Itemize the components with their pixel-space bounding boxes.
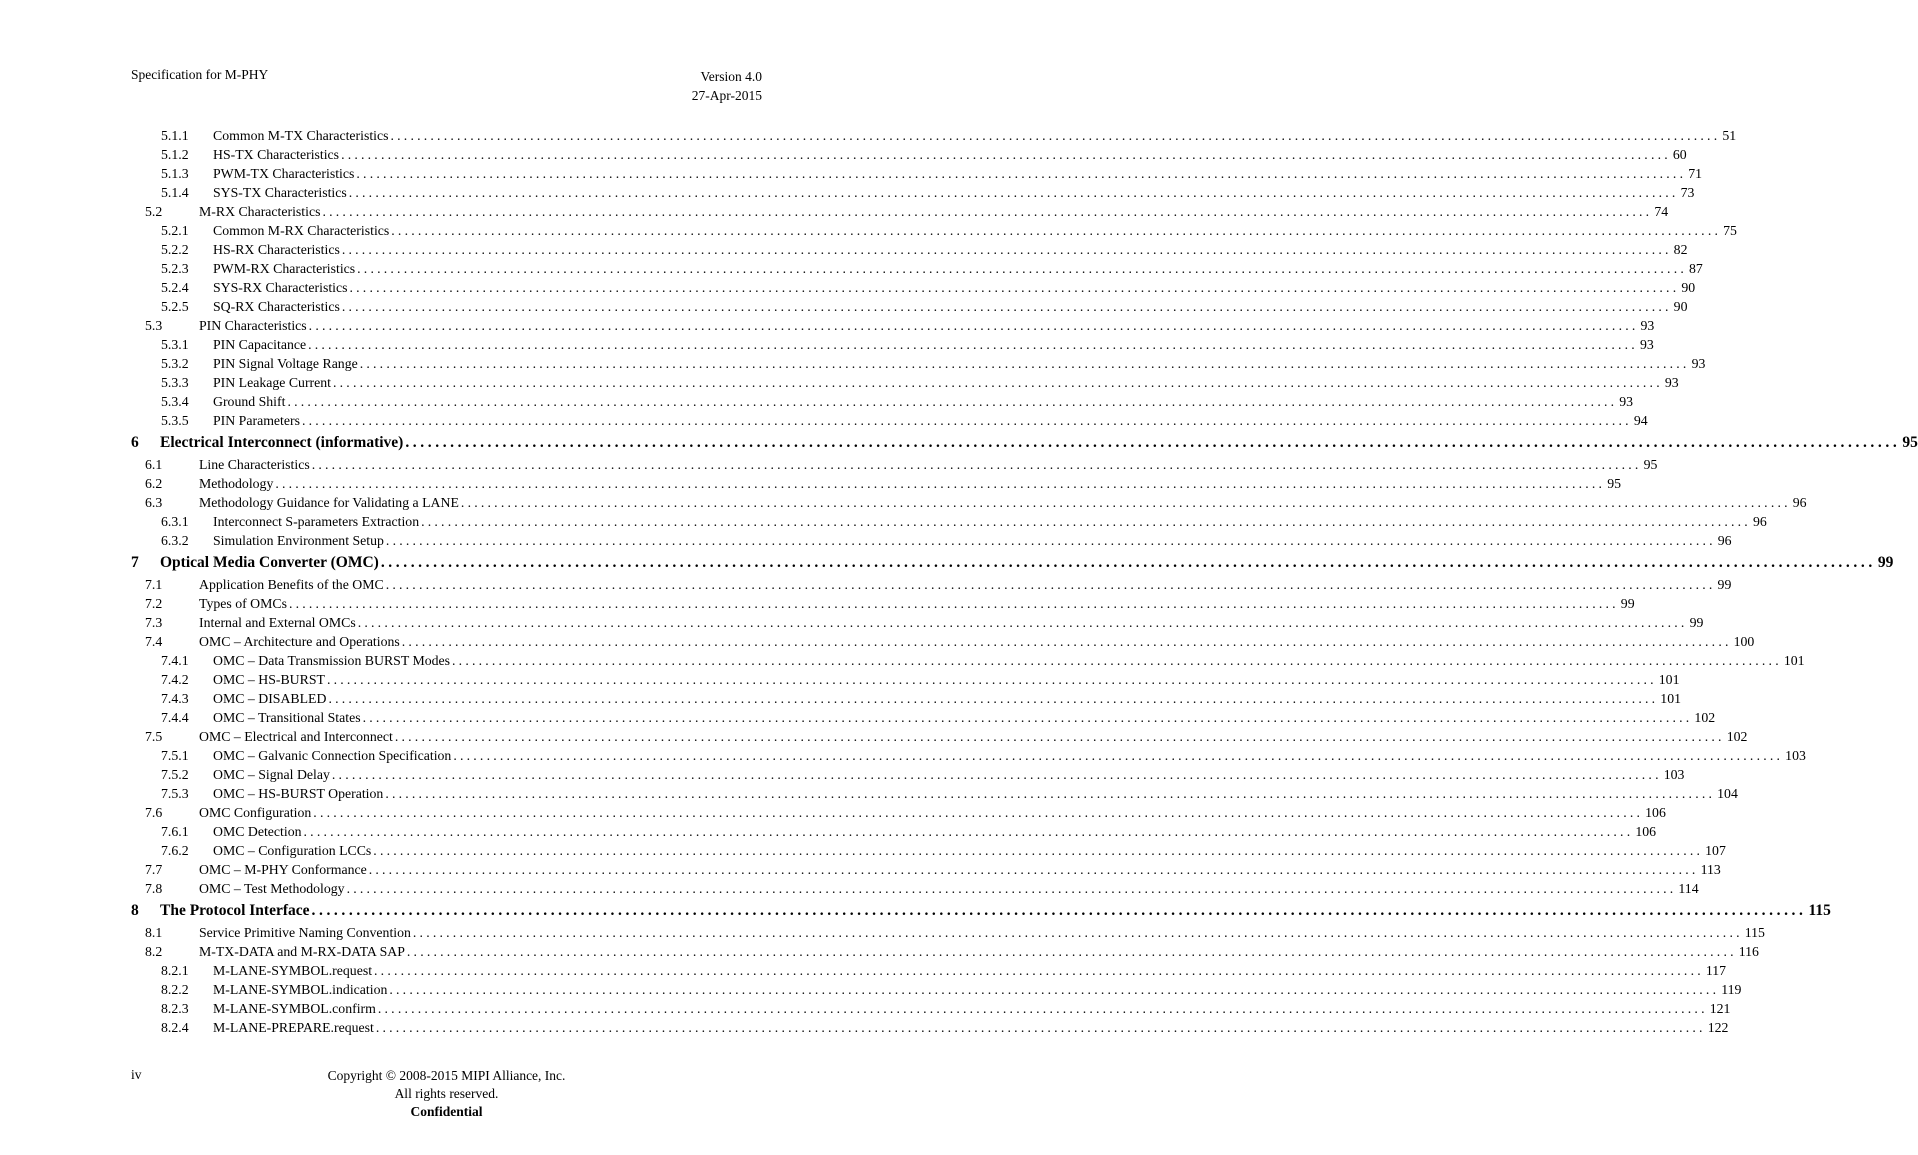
toc-entry-number: 7.6.2 [161,843,189,858]
dot-leader: ........................................................................................................................................................................................................ [421,514,1751,529]
toc-entry-title: OMC Detection [213,824,302,839]
toc-entry-title: OMC – HS-BURST [213,672,325,687]
date-label: 27-Apr-2015 [691,88,762,103]
toc-entry-title: M-LANE-SYMBOL.request [213,963,373,978]
toc-entry[interactable] [131,373,1679,392]
dot-leader: ........................................................................................................................................................................................................ [275,476,1606,491]
toc-entry-page: 114 [1678,881,1699,896]
toc-entry-page: 122 [1707,1020,1729,1035]
toc-entry-number: 7.4.1 [161,653,189,668]
toc-entry-number: 7.6.1 [161,824,189,839]
toc-entry-number: 6 [131,434,139,451]
toc-entry-number: 5.2.3 [161,261,189,276]
dot-leader: ........................................................................................................................................................................................................ [311,457,1642,472]
toc-entry-page: 71 [1688,166,1703,181]
toc-entry-title: PIN Signal Voltage Range [213,356,358,371]
toc-entry-number: 8.2.2 [161,982,189,997]
toc-entry-page: 93 [1691,356,1706,371]
toc-entry[interactable] [131,746,1806,765]
toc-entry-page: 101 [1783,653,1805,668]
dot-leader: ........................................................................................................................................................................................................ [373,843,1704,858]
toc-entry-number: 5.3.4 [161,394,189,409]
toc-entry-number: 7.3 [145,615,163,630]
toc-entry[interactable] [131,670,1680,689]
toc-entry-title: PWM-RX Characteristics [213,261,356,276]
toc-entry-title: M-TX-DATA and M-RX-DATA SAP [199,944,405,959]
dot-leader: ........................................................................................................................................................................................................ [406,944,1737,959]
toc-entry-page: 115 [1744,925,1765,940]
toc-entry-page: 90 [1673,299,1688,314]
dot-leader: ........................................................................................................................................................................................................ [311,902,1807,919]
dot-leader: ........................................................................................................................................................................................................ [341,299,1672,314]
toc-entry-page: 103 [1663,767,1685,782]
toc-entry-number: 8.2.4 [161,1020,189,1035]
toc-entry-page: 99 [1689,615,1704,630]
toc-entry[interactable] [131,240,1688,259]
toc-entry-number: 8.2.3 [161,1001,189,1016]
dot-leader: ........................................................................................................................................................................................................ [357,615,1688,630]
toc-entry-title: Simulation Environment Setup [213,533,384,548]
toc-entry-title: OMC – Data Transmission BURST Modes [213,653,451,668]
toc-entry[interactable] [131,411,1648,430]
footer-notice [0,1067,893,1121]
toc-entry-page: 119 [1721,982,1742,997]
toc-entry-title: M-LANE-PREPARE.request [213,1020,374,1035]
toc-entry[interactable] [131,335,1654,354]
toc-entry[interactable] [131,354,1706,373]
toc-entry-title: HS-TX Characteristics [213,147,340,162]
toc-entry-number: 7.8 [145,881,163,896]
toc-entry[interactable] [131,942,1759,961]
toc-entry-page: 102 [1694,710,1716,725]
dot-leader: ........................................................................................................................................................................................................ [362,710,1693,725]
toc-entry[interactable] [131,575,1732,594]
dot-leader: ........................................................................................................................................................................................................ [460,495,1791,510]
toc-entry-title: OMC – Test Methodology [199,881,345,896]
dot-leader: ........................................................................................................................................................................................................ [385,786,1716,801]
toc-entry[interactable] [131,297,1688,316]
toc-entry-title: OMC – Electrical and Interconnect [199,729,393,744]
dot-leader: ........................................................................................................................................................................................................ [333,375,1663,390]
dot-leader: ........................................................................................................................................................................................................ [394,729,1725,744]
toc-entry[interactable] [131,432,1918,454]
dot-leader: ........................................................................................................................................................................................................ [287,394,1618,409]
toc-entry-number: 7.7 [145,862,163,877]
toc-entry-page: 121 [1709,1001,1731,1016]
rights-text: All rights reserved. [394,1086,499,1101]
toc-entry-title: Application Benefits of the OMC [199,577,384,592]
toc-entry-title: Optical Media Converter (OMC) [160,554,379,571]
toc-entry-number: 5.1.4 [161,185,189,200]
toc-entry-number: 5.3.1 [161,337,189,352]
toc-entry-number: 5.2 [145,204,163,219]
dot-leader: ........................................................................................................................................................................................................ [301,413,1632,428]
toc-entry-number: 5.3.5 [161,413,189,428]
toc-entry-number: 5.1.1 [161,128,189,143]
toc-entry-number: 7.4.2 [161,672,189,687]
toc-entry-number: 7.5.2 [161,767,189,782]
toc-entry[interactable] [131,651,1805,670]
dot-leader: ........................................................................................................................................................................................................ [349,280,1680,295]
toc-entry-number: 5.1.3 [161,166,189,181]
page-number: iv [131,1067,142,1082]
toc-entry[interactable] [131,765,1685,784]
dot-leader: ........................................................................................................................................................................................................ [390,128,1721,143]
toc-entry-number: 7.2 [145,596,163,611]
toc-entry[interactable] [131,183,1695,202]
toc-entry[interactable] [131,727,1748,746]
toc-entry[interactable] [131,860,1721,879]
toc-entry[interactable] [131,900,1831,922]
toc-entry-number: 7.5 [145,729,163,744]
dot-leader: ........................................................................................................................................................................................................ [375,1020,1706,1035]
toc-entry-page: 99 [1717,577,1732,592]
toc-entry-number: 7.4 [145,634,163,649]
toc-entry-number: 7 [131,554,139,571]
copyright-text: Copyright © 2008-2015 MIPI Alliance, Inc. [327,1068,566,1083]
toc-entry[interactable] [131,708,1716,727]
toc-entry-number: 8.2.1 [161,963,189,978]
toc-entry-title: Line Characteristics [199,457,310,472]
toc-entry-number: 6.2 [145,476,163,491]
toc-entry[interactable] [131,164,1703,183]
toc-entry[interactable] [131,784,1738,803]
dot-leader: ........................................................................................................................................................................................................ [356,166,1687,181]
toc-entry-page: 75 [1723,223,1737,238]
toc-entry-page: 93 [1664,375,1679,390]
dot-leader: ........................................................................................................................................................................................................ [412,925,1743,940]
toc-entry-title: M-LANE-SYMBOL.indication [213,982,388,997]
dot-leader: ........................................................................................................................................................................................................ [288,596,1619,611]
toc-entry-number: 7.5.3 [161,786,189,801]
toc-entry-page: 106 [1645,805,1666,820]
toc-entry-page: 74 [1654,204,1669,219]
toc-entry-page: 95 [1607,476,1621,491]
toc-entry-title: OMC – DISABLED [213,691,327,706]
toc-entry-page: 93 [1639,337,1654,352]
toc-entry-title: M-LANE-SYMBOL.confirm [213,1001,376,1016]
toc-entry-page: 96 [1752,514,1767,529]
document-title: Specification for M-PHY [131,67,269,82]
dot-leader: ........................................................................................................................................................................................................ [348,185,1679,200]
toc-entry-title: Internal and External OMCs [199,615,356,630]
version-label: Version 4.0 [700,69,762,84]
toc-entry-title: The Protocol Interface [160,902,310,919]
toc-entry-title: Methodology [199,476,274,491]
toc-entry-page: 115 [1808,902,1831,919]
toc-entry-number: 6.3.1 [161,514,189,529]
toc-entry-title: Interconnect S-parameters Extraction [213,514,420,529]
dot-leader: ........................................................................................................................................................................................................ [385,533,1716,548]
dot-leader: ........................................................................................................................................................................................................ [377,1001,1708,1016]
toc-entry-page: 101 [1658,672,1680,687]
toc-entry[interactable] [131,1018,1729,1037]
toc-entry[interactable] [131,512,1767,531]
toc-entry-page: 103 [1785,748,1806,763]
toc-entry[interactable] [131,841,1726,860]
dot-leader: ........................................................................................................................................................................................................ [368,862,1699,877]
version-date-block [692,67,762,105]
table-of-contents [131,126,1918,1037]
toc-entry[interactable] [131,316,1655,335]
toc-entry-page: 96 [1792,495,1807,510]
dot-leader: ........................................................................................................................................................................................................ [341,242,1672,257]
toc-entry-number: 6.1 [145,457,163,472]
toc-entry-page: 93 [1640,318,1655,333]
toc-entry[interactable] [131,999,1731,1018]
dot-leader: ........................................................................................................................................................................................................ [389,982,1720,997]
toc-entry-title: OMC – Signal Delay [213,767,330,782]
dot-leader: ........................................................................................................................................................................................................ [313,805,1644,820]
toc-entry-title: SQ-RX Characteristics [213,299,340,314]
toc-entry-page: 116 [1738,944,1759,959]
dot-leader: ........................................................................................................................................................................................................ [405,434,1901,451]
toc-entry-number: 8.1 [145,925,163,940]
toc-entry-title: Methodology Guidance for Validating a LANE [199,495,459,510]
dot-leader: ........................................................................................................................................................................................................ [308,318,1639,333]
toc-entry-title: OMC – Transitional States [213,710,361,725]
toc-entry-title: PWM-TX Characteristics [213,166,355,181]
toc-entry-number: 7.6 [145,805,163,820]
toc-entry-title: OMC – M-PHY Conformance [199,862,367,877]
toc-entry-title: M-RX Characteristics [199,204,321,219]
toc-entry[interactable] [131,126,1737,145]
toc-entry[interactable] [131,202,1669,221]
dot-leader: ........................................................................................................................................................................................................ [452,653,1782,668]
toc-entry-title: OMC – Architecture and Operations [199,634,400,649]
toc-entry-number: 6.3.2 [161,533,189,548]
toc-entry-title: Ground Shift [213,394,286,409]
toc-entry-number: 5.2.5 [161,299,189,314]
toc-entry-title: PIN Capacitance [213,337,307,352]
dot-leader: ........................................................................................................................................................................................................ [322,204,1653,219]
toc-entry[interactable] [131,278,1696,297]
dot-leader: ........................................................................................................................................................................................................ [453,748,1784,763]
toc-entry-number: 5.3.3 [161,375,189,390]
toc-entry-page: 104 [1717,786,1738,801]
toc-entry-page: 51 [1722,128,1737,143]
toc-entry-title: Service Primitive Naming Convention [199,925,411,940]
dot-leader: ........................................................................................................................................................................................................ [326,672,1657,687]
toc-entry-title: SYS-TX Characteristics [213,185,347,200]
toc-entry-title: PIN Characteristics [199,318,307,333]
toc-entry-number: 8.2 [145,944,163,959]
dot-leader: ........................................................................................................................................................................................................ [331,767,1662,782]
toc-entry-number: 5.2.2 [161,242,189,257]
toc-entry-title: HS-RX Characteristics [213,242,340,257]
toc-entry-title: Types of OMCs [199,596,287,611]
toc-entry-title: OMC – Galvanic Connection Specification [213,748,452,763]
toc-entry-title: PIN Parameters [213,413,300,428]
toc-entry[interactable] [131,145,1687,164]
toc-entry[interactable] [131,613,1704,632]
toc-entry-page: 73 [1680,185,1695,200]
toc-entry-page: 95 [1643,457,1658,472]
toc-entry[interactable] [131,531,1732,550]
toc-entry[interactable] [131,803,1666,822]
toc-entry[interactable] [131,923,1765,942]
toc-entry-number: 7.4.3 [161,691,189,706]
toc-entry[interactable] [131,259,1703,278]
toc-entry-number: 7.1 [145,577,163,592]
toc-entry-title: Common M-RX Characteristics [213,223,390,238]
toc-entry-page: 99 [1620,596,1635,611]
dot-leader: ........................................................................................................................................................................................................ [328,691,1659,706]
toc-entry-title: PIN Leakage Current [213,375,331,390]
toc-entry-page: 93 [1619,394,1634,409]
toc-entry-number: 8 [131,902,139,919]
toc-entry-page: 99 [1877,554,1894,571]
toc-entry-page: 113 [1700,862,1721,877]
toc-entry-number: 5.3 [145,318,163,333]
toc-entry-title: Common M-TX Characteristics [213,128,389,143]
dot-leader: ........................................................................................................................................................................................................ [303,824,1634,839]
toc-entry[interactable] [131,392,1634,411]
toc-entry[interactable] [131,961,1727,980]
confidential-label: Confidential [410,1104,483,1119]
dot-leader: ........................................................................................................................................................................................................ [341,147,1671,162]
toc-entry-title: OMC Configuration [199,805,312,820]
toc-entry[interactable] [131,632,1755,651]
dot-leader: ........................................................................................................................................................................................................ [359,356,1690,371]
toc-entry[interactable] [131,455,1658,474]
toc-entry-page: 94 [1633,413,1648,428]
toc-entry-page: 100 [1733,634,1755,649]
toc-entry[interactable] [131,594,1635,613]
toc-entry-page: 117 [1705,963,1727,978]
toc-entry-number: 5.2.1 [161,223,189,238]
dot-leader: ........................................................................................................................................................................................................ [401,634,1732,649]
toc-entry-title: Electrical Interconnect (informative) [160,434,404,451]
toc-entry[interactable] [131,221,1737,240]
dot-leader: ........................................................................................................................................................................................................ [374,963,1704,978]
toc-entry-title: OMC – HS-BURST Operation [213,786,384,801]
toc-entry-page: 90 [1681,280,1696,295]
toc-entry-number: 5.3.2 [161,356,189,371]
toc-entry-page: 106 [1635,824,1657,839]
toc-entry[interactable] [131,474,1621,493]
dot-leader: ........................................................................................................................................................................................................ [308,337,1638,352]
toc-entry[interactable] [131,552,1894,574]
toc-entry-page: 87 [1689,261,1703,276]
toc-entry-title: OMC – Configuration LCCs [213,843,372,858]
toc-entry-page: 60 [1672,147,1687,162]
dot-leader: ........................................................................................................................................................................................................ [391,223,1722,238]
toc-entry-page: 102 [1726,729,1748,744]
toc-entry[interactable] [131,980,1742,999]
toc-entry-number: 5.2.4 [161,280,189,295]
toc-entry[interactable] [131,879,1699,898]
toc-entry-page: 96 [1717,533,1732,548]
toc-entry[interactable] [131,493,1807,512]
dot-leader: ........................................................................................................................................................................................................ [357,261,1687,276]
toc-entry[interactable] [131,822,1657,841]
toc-entry-number: 6.3 [145,495,163,510]
toc-entry-page: 101 [1660,691,1681,706]
toc-entry-title: SYS-RX Characteristics [213,280,348,295]
toc-entry-page: 95 [1902,434,1918,451]
toc-entry-page: 82 [1673,242,1688,257]
toc-entry-number: 7.5.1 [161,748,189,763]
toc-entry-number: 7.4.4 [161,710,189,725]
toc-entry-page: 107 [1705,843,1726,858]
dot-leader: ........................................................................................................................................................................................................ [385,577,1716,592]
dot-leader: ........................................................................................................................................................................................................ [380,554,1876,571]
toc-entry[interactable] [131,689,1681,708]
toc-entry-number: 5.1.2 [161,147,189,162]
dot-leader: ........................................................................................................................................................................................................ [346,881,1677,896]
